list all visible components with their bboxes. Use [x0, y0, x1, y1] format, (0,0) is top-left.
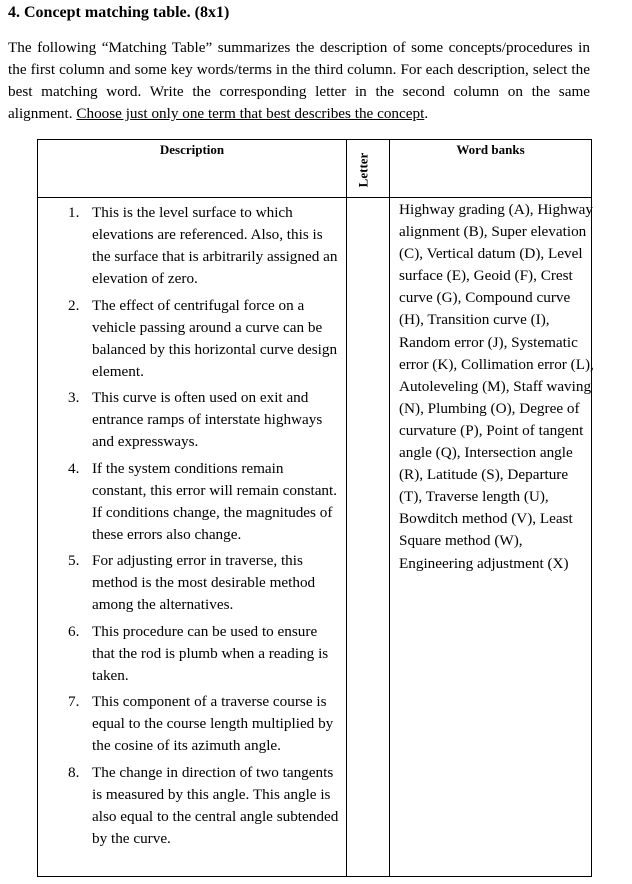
description-text: This procedure can be used to ensure that the rod is plumb when a reading is taken. — [92, 622, 329, 684]
description-text: This is the level surface to which elevations are referenced. Also, this is the surface that is arbitrarily assigned an elevation of zero. — [92, 204, 338, 287]
word-bank-list: Highway grading (A), Highway alignment (B), Super elevation (C), Vertical datum (D), Level surface (E), Geoid (F), Crest curve (G), Compound curve (H), Transition curve (I), Random error (J), Systematic error (K), Collimation error (L), Autoleveling (M), Staff waving (N), Plumbing (O), Degree of curvature (P), Point of tangent angle (Q), Intersection angle (R), Latitude (S), Departure (T), Traverse length (U), Bowditch method (V), Least Square method (W), Engineering adjustment (X) — [399, 201, 594, 572]
question-heading: 4. Concept matching table. (8x1) — [8, 4, 230, 21]
description-number: 5. — [68, 552, 80, 569]
header-letter — [350, 144, 376, 196]
description-item-1 — [64, 202, 340, 290]
header-word-banks: Word banks — [456, 142, 525, 157]
description-number: 2. — [68, 296, 80, 314]
description-number: 3. — [68, 389, 80, 406]
description-number: 7. — [68, 693, 80, 710]
description-text: The effect of centrifugal force on a vehicle passing around a curve can be balanced by this horizontal curve design element. — [92, 296, 338, 380]
description-number: 1. — [68, 204, 80, 221]
description-item-7 — [64, 691, 340, 757]
table-column-divider-2 — [389, 139, 390, 877]
description-text: The change in direction of two tangents is measured by this angle. This angle is also equal to the central angle subtended by the curve. — [92, 763, 339, 847]
description-item-6 — [64, 621, 340, 687]
table-header-divider — [37, 197, 592, 198]
description-item-5 — [64, 550, 340, 616]
table-column-divider-1 — [346, 139, 347, 877]
question-intro — [8, 37, 590, 125]
description-text: This component of a traverse course is equal to the course length multiplied by the cosine of its azimuth angle. — [92, 693, 334, 754]
description-item-8 — [64, 762, 340, 850]
intro-text: The following “Matching Table” summarizes the description of some concepts/procedures in the first column and some key words/terms in the third column. For each description, select the best matching word. Write the corresponding letter in the second column on the same alignment. — [8, 39, 590, 122]
description-item-3 — [64, 387, 340, 453]
description-text: This curve is often used on exit and entrance ramps of interstate highways and expressways. — [92, 389, 323, 450]
description-number: 6. — [68, 622, 80, 640]
table-border-bottom — [37, 876, 592, 877]
intro-underlined-instruction: Choose just only one term that best describes the concept — [76, 105, 425, 122]
description-number: 4. — [68, 459, 80, 477]
table-border-top — [37, 139, 592, 140]
header-description: Description — [159, 142, 225, 157]
description-text: For adjusting error in traverse, this method is the most desirable method among the alternatives. — [92, 552, 316, 613]
table-border-left — [37, 139, 38, 877]
description-item-2 — [64, 295, 340, 383]
description-text: If the system conditions remain constant, this error will remain constant. If conditions change, the magnitudes of these errors also change. — [92, 459, 338, 543]
intro-end: . — [424, 105, 429, 122]
description-number: 8. — [68, 763, 80, 781]
header-letter-label: Letter — [355, 152, 371, 188]
description-item-4 — [64, 458, 340, 546]
description-list — [64, 202, 340, 854]
